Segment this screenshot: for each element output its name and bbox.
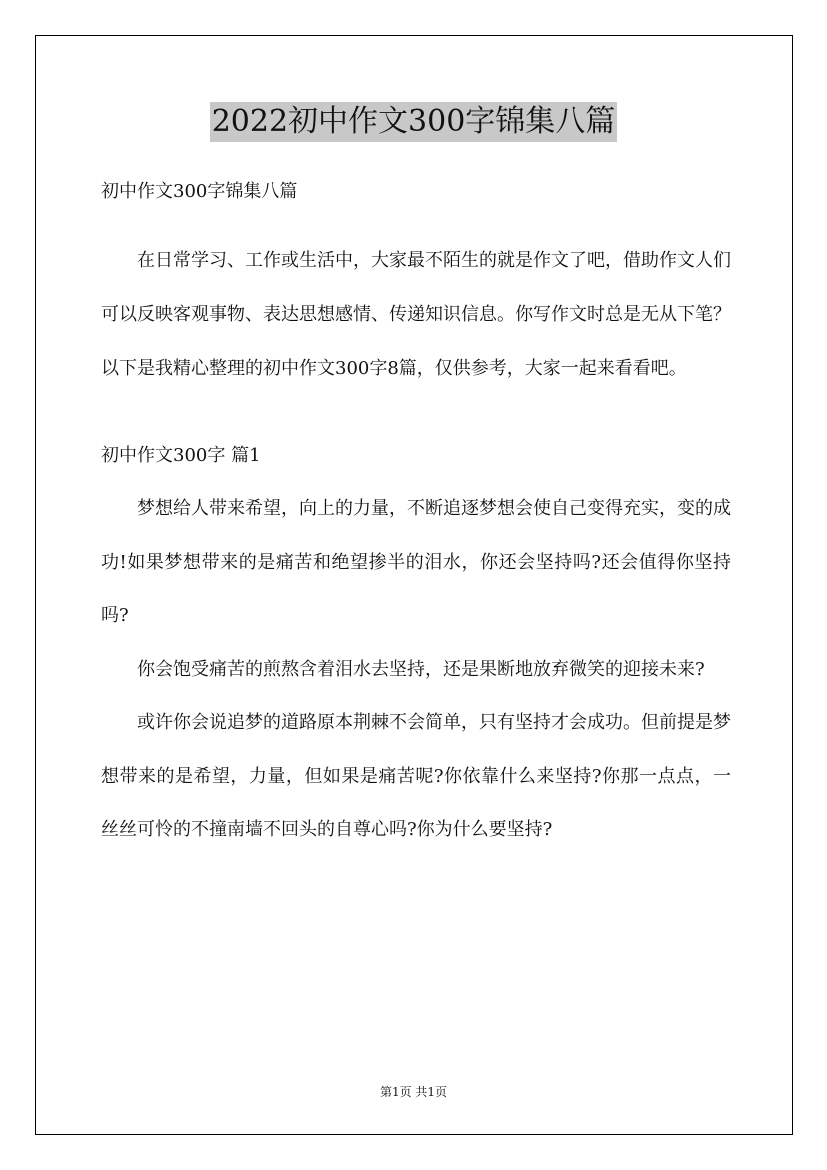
body-paragraph-1: 梦想给人带来希望，向上的力量，不断追逐梦想会使自己变得充实，变的成功!如果梦想带来的是痛苦和绝望掺半的泪水，你还会坚持吗?还会值得你坚持吗? xyxy=(101,498,731,626)
document-subtitle: 初中作文300字锦集八篇 xyxy=(101,181,298,202)
page-footer: 第1页 共1页 xyxy=(379,1085,448,1099)
body-paragraph-3: 或许你会说追梦的道路原本荆棘不会简单，只有坚持才会成功。但前提是梦想带来的是希望，力量，但如果是痛苦呢?你依靠什么来坚持?你那一点点，一丝丝可怜的不撞南墙不回头的自尊心吗?你为什么要坚持? xyxy=(101,712,731,840)
title-container xyxy=(0,102,827,142)
document-title: 2022初中作文300字锦集八篇 xyxy=(210,102,618,142)
body-paragraph-2: 你会饱受痛苦的煎熬含着泪水去坚持，还是果断地放弃微笑的迎接未来? xyxy=(137,658,705,680)
intro-paragraph: 在日常学习、工作或生活中，大家最不陌生的就是作文了吧，借助作文人们可以反映客观事物、表达思想感情、传递知识信息。你写作文时总是无从下笔？以下是我精心整理的初中作文300字8篇，仅供参考，大家一起来看看吧。 xyxy=(101,250,731,379)
document-body xyxy=(101,172,731,857)
section-heading: 初中作文300字 篇1 xyxy=(101,445,261,466)
